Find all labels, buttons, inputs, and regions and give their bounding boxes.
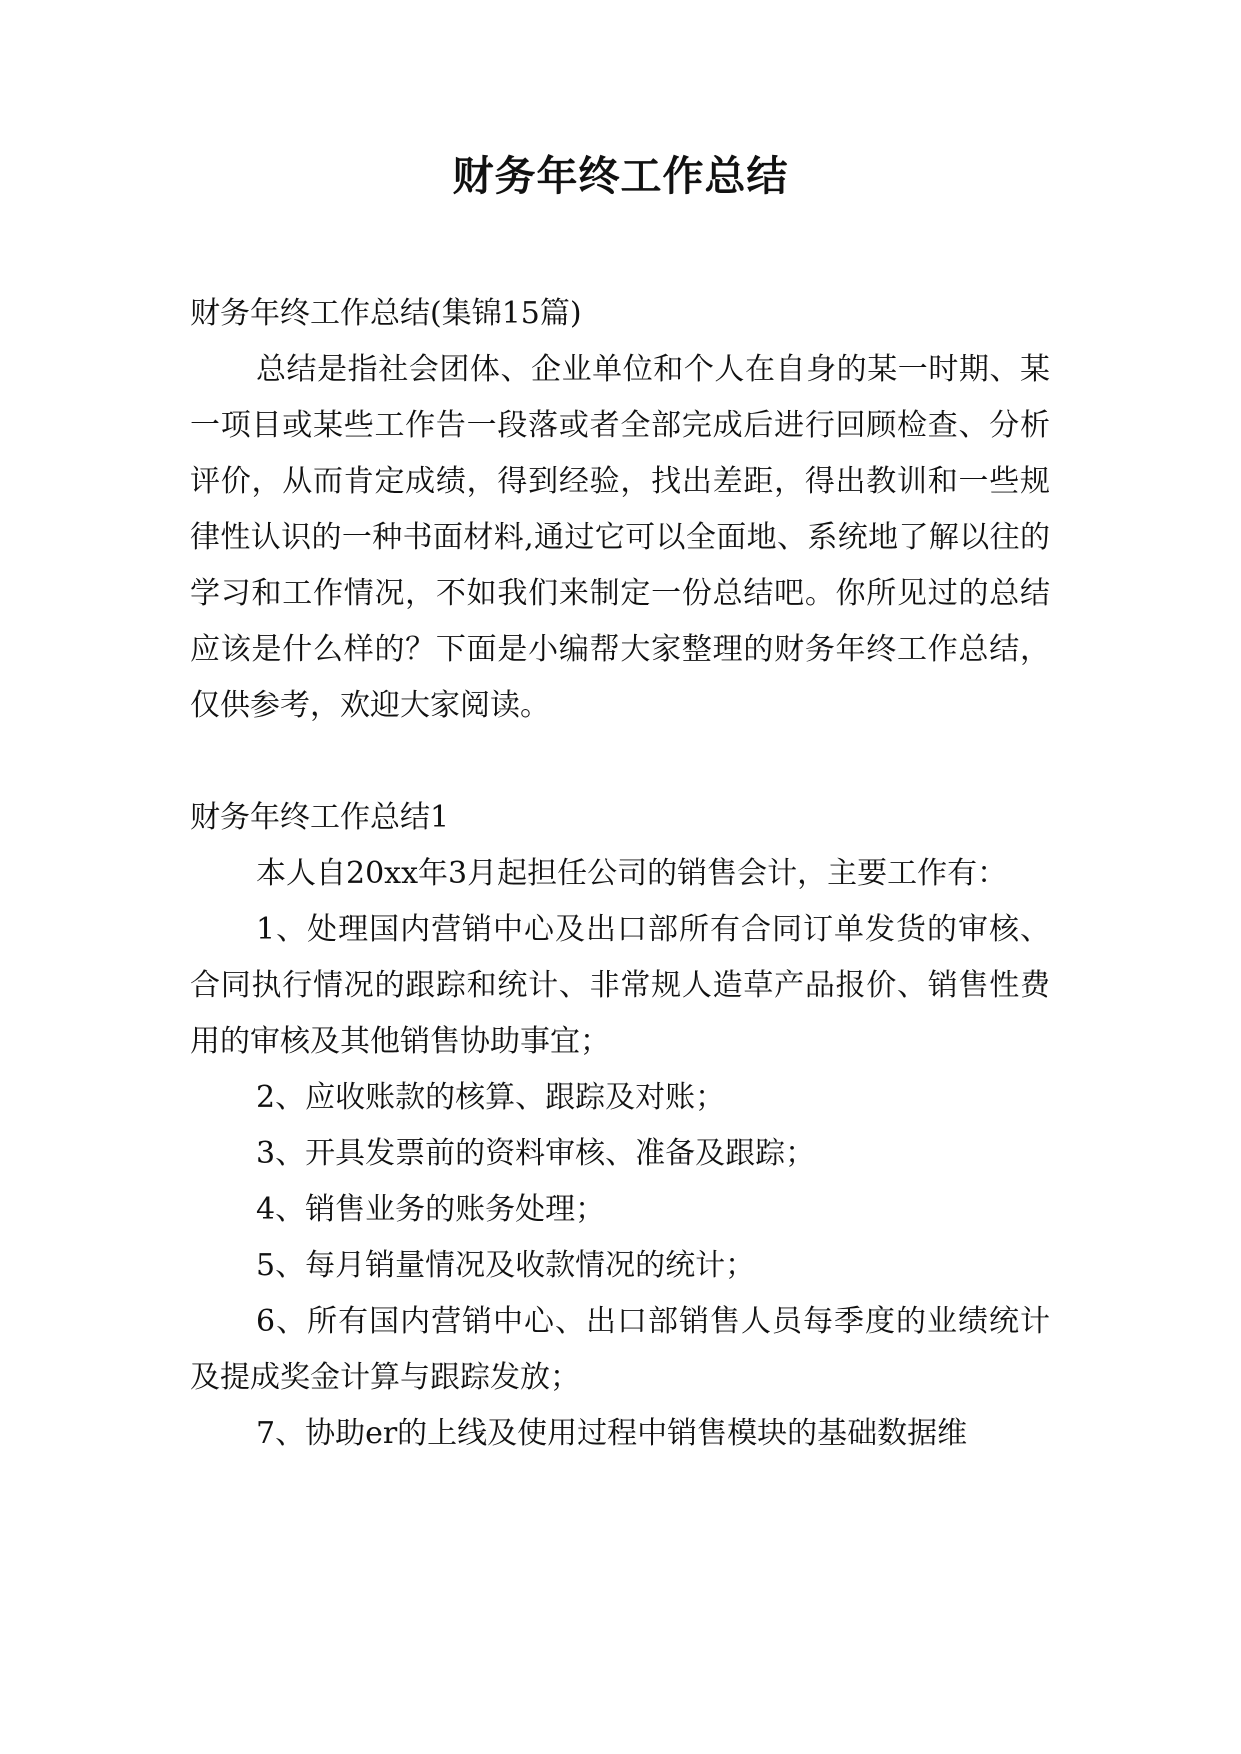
paragraph-spacer [190, 734, 1050, 790]
section-heading: 财务年终工作总结1 [190, 800, 450, 835]
list-item: 2、应收账款的核算、跟踪及对账； [256, 1080, 726, 1115]
list-item: 1、处理国内营销中心及出口部所有合同订单发货的审核、合同执行情况的跟踪和统计、非常规人造草产品报价、销售性费用的审核及其他销售协助事宜； [190, 912, 1050, 1059]
list-item: 5、每月销量情况及收款情况的统计； [256, 1248, 756, 1283]
list-item: 3、开具发票前的资料审核、准备及跟踪； [256, 1136, 816, 1171]
list-item: 4、销售业务的账务处理； [256, 1192, 606, 1227]
body-paragraph: 本人自20xx年3月起担任公司的销售会计，主要工作有： [256, 856, 1008, 891]
list-item: 7、协助er的上线及使用过程中销售模块的基础数据维 [256, 1416, 968, 1451]
collection-subtitle: 财务年终工作总结(集锦15篇) [190, 296, 582, 331]
document-title: 财务年终工作总结 [452, 152, 789, 200]
intro-paragraph: 总结是指社会团体、企业单位和个人在自身的某一时期、某一项目或某些工作告一段落或者全部完成后进行回顾检查、分析评价，从而肯定成绩，得到经验，找出差距，得出教训和一些规律性认识的一种书面材料,通过它可以全面地、系统地了解以往的学习和工作情况，不如我们来制定一份总结吧。你所见过的总结应该是什么样的？下面是小编帮大家整理的财务年终工作总结，仅供参考，欢迎大家阅读。 [190, 352, 1050, 723]
document-body [190, 286, 1050, 1462]
list-item: 6、所有国内营销中心、出口部销售人员每季度的业绩统计及提成奖金计算与跟踪发放； [190, 1304, 1050, 1395]
